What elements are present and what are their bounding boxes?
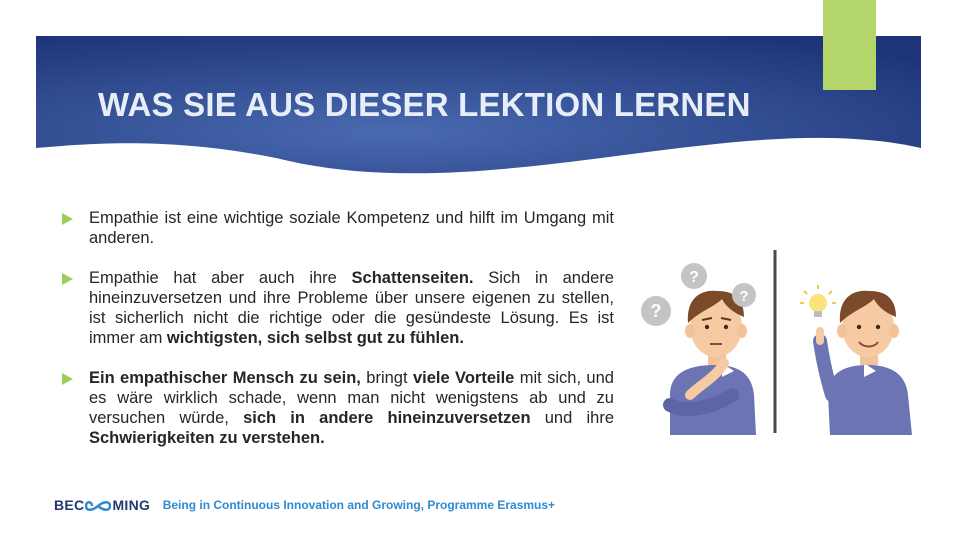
bullet-text-bold: viele Vorteile <box>412 369 515 387</box>
bullet-text-bold: Schwierigkeiten zu verstehen. <box>89 429 325 447</box>
footer <box>54 496 555 514</box>
bullet-text <box>89 209 614 247</box>
logo-text-left: BEC <box>54 496 85 513</box>
lightbulb-icon <box>800 285 836 317</box>
svg-text:?: ? <box>739 288 749 305</box>
logo-text-right: MING <box>112 496 151 513</box>
illustration-svg <box>630 245 930 445</box>
bullet-item <box>62 268 614 348</box>
svg-text:?: ? <box>650 301 662 321</box>
empathy-illustration <box>630 245 930 445</box>
infinity-logo-icon <box>85 500 111 512</box>
bullet-text-part: Empathie ist eine wichtige soziale Kompetenz und hilft im Umgang mit anderen. <box>89 209 614 247</box>
slide-title: WAS SIE AUS DIESER LEKTION LERNEN <box>98 86 751 123</box>
bullet-text-part: bringt <box>360 369 413 387</box>
bullet-list <box>62 208 614 468</box>
bullet-arrow-icon <box>62 373 73 385</box>
bullet-text-part: Empathie hat aber auch ihre <box>89 269 352 287</box>
bullet-text-bold: Schattenseiten. <box>351 269 474 287</box>
svg-text:?: ? <box>689 269 699 286</box>
becoming-logo <box>54 497 150 513</box>
bullet-text-part: mit sich, und es wäre wirklich schade, wenn man nicht wenigstens ab und zu versuchen würde, <box>89 369 614 427</box>
confused-person-icon <box>670 291 756 435</box>
bullet-text-bold: wichtigsten, sich selbst gut zu fühlen. <box>166 329 464 347</box>
bullet-arrow-icon <box>62 273 73 285</box>
footer-tagline: Being in Continuous Innovation and Growing, Programme Erasmus+ <box>162 497 556 512</box>
idea-person-icon <box>816 291 912 435</box>
bullet-item <box>62 368 614 448</box>
bullet-item <box>62 208 614 248</box>
bullet-text <box>89 369 614 447</box>
accent-tab <box>823 0 876 90</box>
bullet-arrow-icon <box>62 213 73 225</box>
bullet-text-part: Sich in andere hineinzuversetzen und ihre Probleme über unsere eigenen zu stellen, ist sicherlich nicht die richtige oder die gesündeste Lösung. Es ist immer am <box>89 269 614 347</box>
bullet-text <box>89 269 614 347</box>
bullet-text-bold: sich in andere hineinzuversetzen <box>243 409 531 427</box>
bullet-text-bold: Ein empathischer Mensch zu sein, <box>89 369 361 387</box>
bullet-text-part: und ihre <box>530 409 614 427</box>
